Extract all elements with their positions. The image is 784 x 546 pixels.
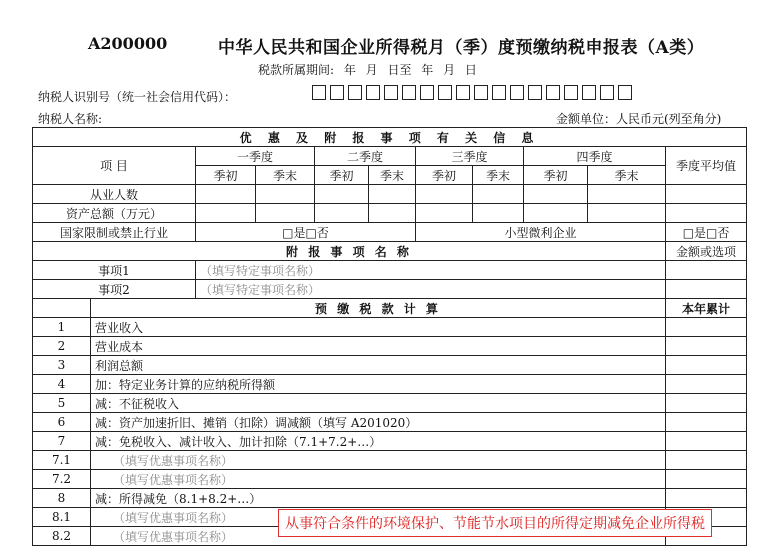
calc-header — [33, 299, 747, 318]
calc-row — [33, 356, 747, 375]
calc-row — [33, 451, 747, 470]
value-cell[interactable] — [524, 185, 588, 204]
quarter-3: 三季度 — [416, 147, 524, 166]
line-description: 减：所得减免（8.1+8.2+…） — [91, 489, 666, 508]
taxpayer-id-boxes[interactable] — [312, 85, 632, 100]
value-cell[interactable] — [315, 185, 369, 204]
item-name-field[interactable]: （填写特定事项名称） — [196, 261, 666, 280]
line-number: 2 — [33, 337, 91, 356]
preferential-item-name-field[interactable]: （填写优惠事项名称） — [91, 527, 666, 546]
value-cell[interactable] — [369, 204, 416, 223]
section-preferential-header: 优 惠 及 附 报 事 项 有 关 信 息 — [33, 128, 747, 147]
form-title: 中华人民共和国企业所得税月（季）度预缴纳税申报表（A类） — [218, 38, 705, 58]
item-value-cell[interactable] — [666, 261, 747, 280]
restricted-industry-checkbox[interactable]: □是□否 — [196, 223, 416, 242]
ytd-value-cell[interactable] — [666, 413, 747, 432]
line-description: 减：不征税收入 — [91, 394, 666, 413]
line-number: 8.1 — [33, 508, 91, 527]
ytd-value-cell[interactable] — [666, 470, 747, 489]
ytd-value-cell[interactable] — [666, 318, 747, 337]
line-number: 8.2 — [33, 527, 91, 546]
line-description: 加：特定业务计算的应纳税所得额 — [91, 375, 666, 394]
restricted-industry-row — [33, 223, 747, 242]
supplementary-item-1 — [33, 261, 747, 280]
q2-begin: 季初 — [315, 166, 369, 185]
small-enterprise-label: 小型微利企业 — [416, 223, 666, 242]
form-code: A200000 — [88, 34, 168, 53]
line-number: 7.2 — [33, 470, 91, 489]
line-description: 减：免税收入、减计收入、加计扣除（7.1+7.2+…） — [91, 432, 666, 451]
item-value-cell[interactable] — [666, 280, 747, 299]
value-cell[interactable] — [256, 204, 315, 223]
row-label: 资产总额（万元） — [33, 204, 196, 223]
preferential-item-name-field[interactable]: （填写优惠事项名称） — [91, 470, 666, 489]
calc-row — [33, 470, 747, 489]
q3-end: 季末 — [473, 166, 524, 185]
supplementary-header — [33, 242, 747, 261]
calc-row — [33, 375, 747, 394]
ytd-header: 本年累计 — [666, 299, 747, 318]
calc-row — [33, 413, 747, 432]
ytd-value-cell[interactable] — [666, 394, 747, 413]
value-cell[interactable] — [256, 185, 315, 204]
item-header: 项 目 — [33, 147, 196, 185]
restricted-industry-label: 国家限制或禁止行业 — [33, 223, 196, 242]
q4-begin: 季初 — [524, 166, 588, 185]
value-cell[interactable] — [524, 204, 588, 223]
value-cell[interactable] — [196, 185, 256, 204]
supplementary-item-2 — [33, 280, 747, 299]
amount-or-option-header: 金额或选项 — [666, 242, 747, 261]
quarter-2: 二季度 — [315, 147, 416, 166]
quarter-average-header: 季度平均值 — [666, 147, 747, 185]
employees-row — [33, 185, 747, 204]
value-cell[interactable] — [416, 204, 473, 223]
calc-row — [33, 432, 747, 451]
line-description: 营业成本 — [91, 337, 666, 356]
line-description: 减：资产加速折旧、摊销（扣除）调减额（填写 A201020） — [91, 413, 666, 432]
item-label: 事项2 — [33, 280, 196, 299]
item-label: 事项1 — [33, 261, 196, 280]
value-cell[interactable] — [588, 185, 666, 204]
ytd-value-cell[interactable] — [666, 451, 747, 470]
q3-begin: 季初 — [416, 166, 473, 185]
quarter-header-row — [33, 147, 747, 166]
taxpayer-name-label: 纳税人名称: — [38, 112, 103, 126]
value-cell[interactable] — [473, 185, 524, 204]
value-cell[interactable] — [315, 204, 369, 223]
quarter-1: 一季度 — [196, 147, 315, 166]
q1-end: 季末 — [256, 166, 315, 185]
value-cell[interactable] — [666, 204, 747, 223]
line-number: 8 — [33, 489, 91, 508]
value-cell[interactable] — [416, 185, 473, 204]
currency-unit: 金额单位：人民币元(列至角分) — [556, 112, 722, 126]
line-description: 营业收入 — [91, 318, 666, 337]
ytd-value-cell[interactable] — [666, 489, 747, 508]
ytd-value-cell[interactable] — [666, 337, 747, 356]
small-enterprise-checkbox[interactable]: □是□否 — [666, 223, 747, 242]
ytd-value-cell[interactable] — [666, 432, 747, 451]
preferential-item-name-field[interactable]: （填写优惠事项名称） — [91, 451, 666, 470]
declaration-table — [32, 127, 747, 546]
line-number: 5 — [33, 394, 91, 413]
calc-row — [33, 337, 747, 356]
calc-title: 预 缴 税 款 计 算 — [91, 299, 666, 318]
taxpayer-id-label: 纳税人识别号（统一社会信用代码）： — [38, 90, 237, 104]
tax-period: 税款所属期间: 年 月 日至 年 月 日 — [258, 63, 477, 77]
calc-row — [33, 394, 747, 413]
quarter-4: 四季度 — [524, 147, 666, 166]
assets-row — [33, 204, 747, 223]
annotation-callout: 从事符合条件的环境保护、节能节水项目的所得定期减免企业所得税 — [278, 509, 712, 537]
line-number: 6 — [33, 413, 91, 432]
line-number: 7 — [33, 432, 91, 451]
calc-row — [33, 489, 747, 508]
preferential-item-name-field[interactable]: （填写优惠事项名称） — [91, 508, 666, 527]
line-number: 3 — [33, 356, 91, 375]
q2-end: 季末 — [369, 166, 416, 185]
line-number: 1 — [33, 318, 91, 337]
calc-row — [33, 318, 747, 337]
value-cell[interactable] — [473, 204, 524, 223]
ytd-value-cell[interactable] — [666, 356, 747, 375]
value-cell[interactable] — [369, 185, 416, 204]
line-number: 7.1 — [33, 451, 91, 470]
ytd-value-cell[interactable] — [666, 375, 747, 394]
line-number: 4 — [33, 375, 91, 394]
value-cell[interactable] — [196, 204, 256, 223]
line-description: 利润总额 — [91, 356, 666, 375]
supplementary-title: 附 报 事 项 名 称 — [33, 242, 666, 261]
q1-begin: 季初 — [196, 166, 256, 185]
value-cell[interactable] — [588, 204, 666, 223]
row-number-header — [33, 299, 91, 318]
q4-end: 季末 — [588, 166, 666, 185]
row-label: 从业人数 — [33, 185, 196, 204]
item-name-field[interactable]: （填写特定事项名称） — [196, 280, 666, 299]
value-cell[interactable] — [666, 185, 747, 204]
